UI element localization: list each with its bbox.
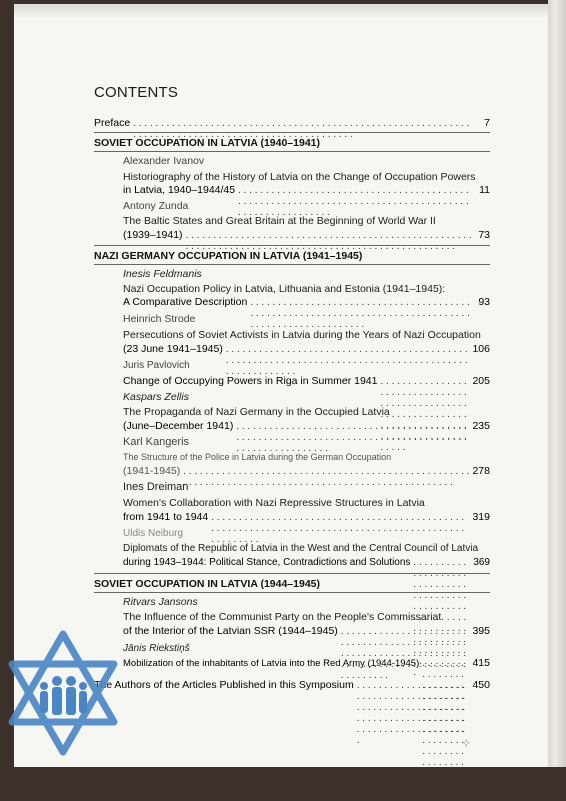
toc-entry-title-cont: A Comparative Description <box>123 296 248 308</box>
section-heading: SOVIET OCCUPATION IN LATVIA (1944–1945) <box>94 578 320 590</box>
toc-page-number: 235 <box>472 420 490 432</box>
toc-entry-title: Change of Occupying Powers in Riga in Summer 1941 <box>123 375 378 387</box>
leader-dots <box>226 344 470 377</box>
author-name: Heinrich Strode <box>123 313 196 325</box>
toc-entry-title-cont: during 1943–1944: Political Stance, Contradictions and Solutions <box>123 557 411 568</box>
author-name: Antony Zunda <box>123 200 189 212</box>
toc-page-number: 73 <box>478 229 490 241</box>
section-rule <box>94 592 490 593</box>
toc-entry-title: Diplomats of the Republic of Latvia in the West and the Central Council of Latvia <box>123 543 479 554</box>
toc-preface-label: Preface <box>94 117 131 129</box>
toc-entry <box>123 229 490 252</box>
toc-entry-title-cont: of the Interior of the Latvian SSR (1944–1945) <box>123 625 338 637</box>
toc-entry-title: Mobilization of the inhabitants of Latvia into the Red Army (1944-1945) <box>123 658 420 669</box>
toc-closing <box>94 679 490 746</box>
toc-entry-title: Historiography of the History of Latvia on the Change of Occupation Powers <box>123 171 476 183</box>
toc-page-number: 319 <box>472 511 490 523</box>
toc-page-number: 106 <box>472 343 490 355</box>
leader-dots <box>236 421 469 454</box>
toc-entry-title: The Baltic States and Great Britain at the Beginning of World War II <box>123 215 436 227</box>
leader-dots <box>238 185 473 218</box>
page-top-shadow <box>14 4 550 18</box>
section-rule <box>94 132 490 133</box>
author-name: Kaspars Zellis <box>123 391 189 403</box>
toc-page-number: 7 <box>484 117 490 129</box>
toc-entry-title-cont: (1939–1941) <box>123 229 183 241</box>
toc-entry-title: The Influence of the Communist Party on the People's Commissariat <box>123 611 442 623</box>
toc-entry-title: The Structure of the Police in Latvia during the German Occupation <box>123 452 392 462</box>
author-name: Alexander Ivanov <box>123 155 205 167</box>
leader-dots <box>186 230 473 252</box>
author-name: Inesis Feldmanis <box>123 268 202 280</box>
author-name: Jānis Riekstiņš <box>123 643 190 654</box>
toc-entry-title-cont: (23 June 1941–1945) <box>123 343 223 355</box>
toc-page-number: 415 <box>472 657 490 669</box>
author-name: Ritvars Jansons <box>123 596 198 608</box>
section-rule <box>94 264 490 265</box>
toc-entry-title-cont: from 1941 to 1944 <box>123 511 209 523</box>
page-edge <box>548 0 566 767</box>
leader-dots <box>250 297 473 330</box>
leader-dots <box>211 512 469 545</box>
toc-entry-title: Nazi Occupation Policy in Latvia, Lithuania and Estonia (1941–1945): <box>123 283 446 295</box>
section-heading: SOVIET OCCUPATION IN LATVIA (1940–1941) <box>94 137 320 149</box>
star-family-logo-icon <box>4 628 122 758</box>
toc-entry-title-cont: in Latvia, 1940–1944/45 <box>123 184 236 196</box>
toc-entry-title: Women's Collaboration with Nazi Repressive Structures in Latvia <box>123 497 425 509</box>
toc-entry-title-cont: (1941-1945) <box>123 465 181 477</box>
toc-page-number: 395 <box>472 625 490 637</box>
toc-page-number: 369 <box>473 557 490 568</box>
toc-entry-title: The Propaganda of Nazi Germany in the Occupied Latvia <box>123 406 390 418</box>
page-title: CONTENTS <box>94 84 179 101</box>
section-heading: NAZI GERMANY OCCUPATION IN LATVIA (1941–1945) <box>94 250 363 262</box>
toc-entry-title: Persecutions of Soviet Activists in Latvia during the Years of Nazi Occupation <box>123 329 481 341</box>
toc-closing-label: The Authors of the Articles Published in this Symposium <box>94 679 354 691</box>
page-mark: ⊹ <box>462 738 471 749</box>
toc-page-number: 11 <box>479 184 490 196</box>
author-name: Uldis Neiburg <box>123 528 184 539</box>
leader-dots <box>183 466 469 488</box>
toc-entry-title-cont: (June–December 1941) <box>123 420 234 432</box>
section-rule <box>94 573 490 574</box>
toc-page-number: 450 <box>472 679 490 691</box>
toc-page-number: 205 <box>472 375 490 387</box>
author-name: Juris Pavlovich <box>123 360 190 371</box>
section-rule <box>94 151 490 152</box>
section-rule <box>94 245 490 246</box>
toc-page-number: 93 <box>478 296 490 308</box>
toc-page-number: 278 <box>472 465 490 477</box>
author-name: Karl Kangeris <box>123 436 190 448</box>
author-name: Ines Dreiman <box>123 481 189 493</box>
leader-dots <box>357 680 470 746</box>
